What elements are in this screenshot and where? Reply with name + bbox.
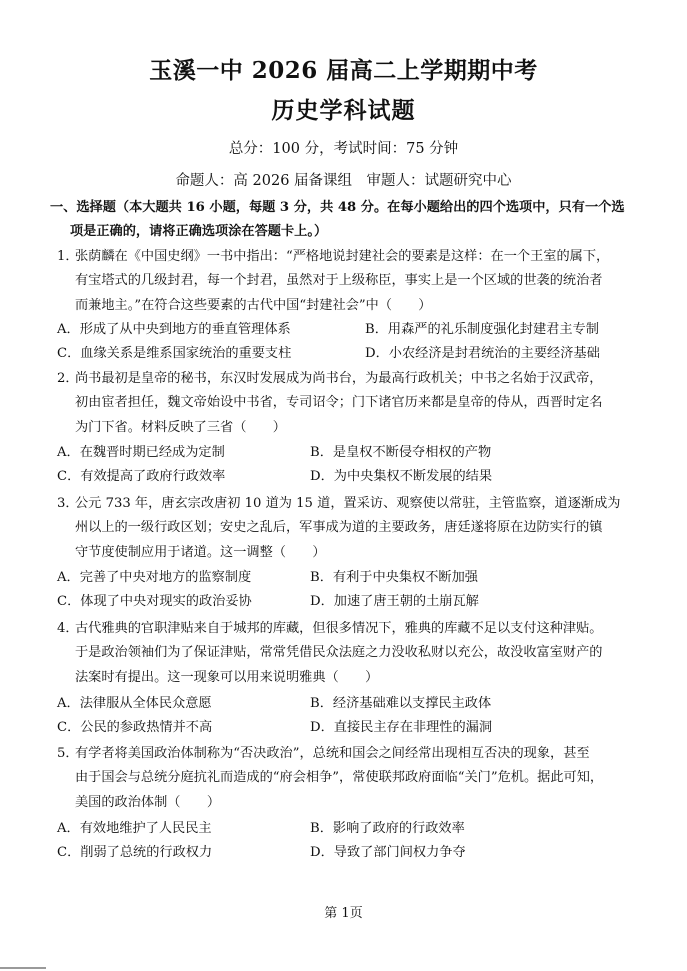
question-stem-line: 而兼地主。”在符合这些要素的古代中国“封建社会”中（ ） (75, 297, 432, 313)
option-c[interactable]: C．体现了中央对现实的政治妥协 (57, 594, 252, 610)
option-b[interactable]: B．影响了政府的行政效率 (310, 821, 465, 836)
question-1 (57, 245, 647, 318)
question-stem-line: 5．有学者将美国政治体制称为“否决政治”，总统和国会之间经常出现相互否决的现象，甚至 (57, 742, 647, 766)
question-stem-line: 于是政治领袖们为了保证津贴，常常凭借民众法庭之力没收私财以充公，故没收富室财产的 (75, 645, 603, 661)
section-heading-line-1: 一、选择题（本大题共 16 小题，每题 3 分，共 48 分。在每小题给出的四个选项中，只有一个选 (50, 200, 625, 215)
option-c[interactable]: C．有效提高了政府行政效率 (57, 469, 226, 485)
question-stem-line: 州以上的一级行政区划；安史之乱后，军事成为道的主要政务，唐廷遂将原在边防实行的镇 (75, 520, 603, 536)
option-a[interactable]: A．完善了中央对地方的监察制度 (57, 570, 252, 585)
option-d[interactable]: D．加速了唐王朝的土崩瓦解 (310, 594, 479, 610)
option-d[interactable]: D．直接民主存在非理性的漏洞 (310, 720, 493, 736)
question-1-options (57, 318, 647, 367)
option-b[interactable]: B．经济基础难以支撑民主政体 (310, 696, 492, 711)
question-5 (57, 742, 647, 815)
option-d[interactable]: D．导致了部门间权力争夺 (310, 845, 466, 861)
question-2 (57, 367, 647, 440)
section-heading-line-2: 项是正确的，请将正确选项涂在答题卡上。） (70, 224, 328, 239)
question-2-options (57, 441, 647, 490)
exam-title: 玉溪一中 2026 届高二上学期期中考 (149, 57, 538, 84)
question-stem-line: 2．尚书最初是皇帝的秘书，东汉时发展成为尚书台，为最高行政机关；中书之名始于汉武帝， (57, 367, 647, 391)
question-stem-line: 初由宦者担任，魏文帝始设中书省，专司诏令；门下诸官历来都是皇帝的侍从，西晋时定名 (75, 395, 603, 411)
question-4-options (57, 692, 647, 741)
question-4 (57, 617, 647, 690)
exam-subject: 历史学科试题 (271, 97, 416, 124)
question-stem-line: 法案时有提出。这一现象可以用来说明雅典（ ） (75, 669, 379, 685)
page-number: 第 1页 (324, 906, 363, 921)
section-heading (50, 196, 650, 244)
question-stem-line: 3．公元 733 年，唐玄宗改唐初 10 道为 15 道，置采访、观察使以常驻，主管监察，道逐渐成为 (57, 492, 647, 516)
option-c[interactable]: C．公民的参政热情并不高 (57, 720, 213, 736)
option-d[interactable]: D．为中央集权不断发展的结果 (310, 469, 493, 485)
option-a[interactable]: A．法律服从全体民众意愿 (57, 696, 212, 711)
question-3 (57, 492, 647, 565)
question-number: 4． (57, 621, 79, 636)
authors-info: 命题人：高 2026 届备课组 审题人：试题研究中心 (175, 173, 512, 189)
question-number: 1． (57, 249, 79, 264)
option-c[interactable]: C．削弱了总统的行政权力 (57, 845, 213, 861)
question-stem-line: 由于国会与总统分庭抗礼而造成的“府会相争”，常使联邦政府面临“关门”危机。据此可知， (75, 770, 604, 786)
option-b[interactable]: B．有利于中央集权不断加强 (310, 570, 478, 585)
question-number: 5． (57, 746, 79, 761)
question-stem-line: 美国的政治体制（ ） (75, 794, 221, 810)
question-stem-line: 1．张荫麟在《中国史纲》一书中指出：“严格地说封建社会的要素是这样：在一个王室的属下， (57, 245, 647, 269)
option-d[interactable]: D．小农经济是封君统治的主要经济基础 (365, 346, 600, 362)
option-a[interactable]: A．有效地维护了人民民主 (57, 821, 212, 836)
option-b[interactable]: B．是皇权不断侵夺相权的产物 (310, 445, 492, 460)
option-a[interactable]: A．在魏晋时期已经成为定制 (57, 445, 225, 460)
question-stem-line: 守节度使制应用于诸道。这一调整（ ） (75, 544, 326, 560)
question-5-options (57, 817, 647, 866)
question-3-options (57, 566, 647, 615)
option-c[interactable]: C．血缘关系是维系国家统治的重要支柱 (57, 346, 292, 362)
question-number: 3． (57, 496, 79, 511)
option-a[interactable]: A．形成了从中央到地方的垂直管理体系 (57, 322, 291, 337)
score-time-info: 总分：100 分，考试时间：75 分钟 (228, 141, 459, 157)
question-stem-line: 有宝塔式的几级封君，每一个封君，虽然对于上级称臣，事实上是一个区域的世袭的统治者 (75, 273, 603, 289)
question-number: 2． (57, 371, 79, 386)
page-corner-mark (0, 967, 46, 969)
question-stem-line: 4．古代雅典的官职津贴来自于城邦的库藏，但很多情况下，雅典的库藏不足以支付这种津贴。 (57, 617, 647, 641)
option-b[interactable]: B．用森严的礼乐制度强化封建君主专制 (365, 322, 599, 337)
question-stem-line: 为门下省。材料反映了三省（ ） (75, 419, 286, 435)
